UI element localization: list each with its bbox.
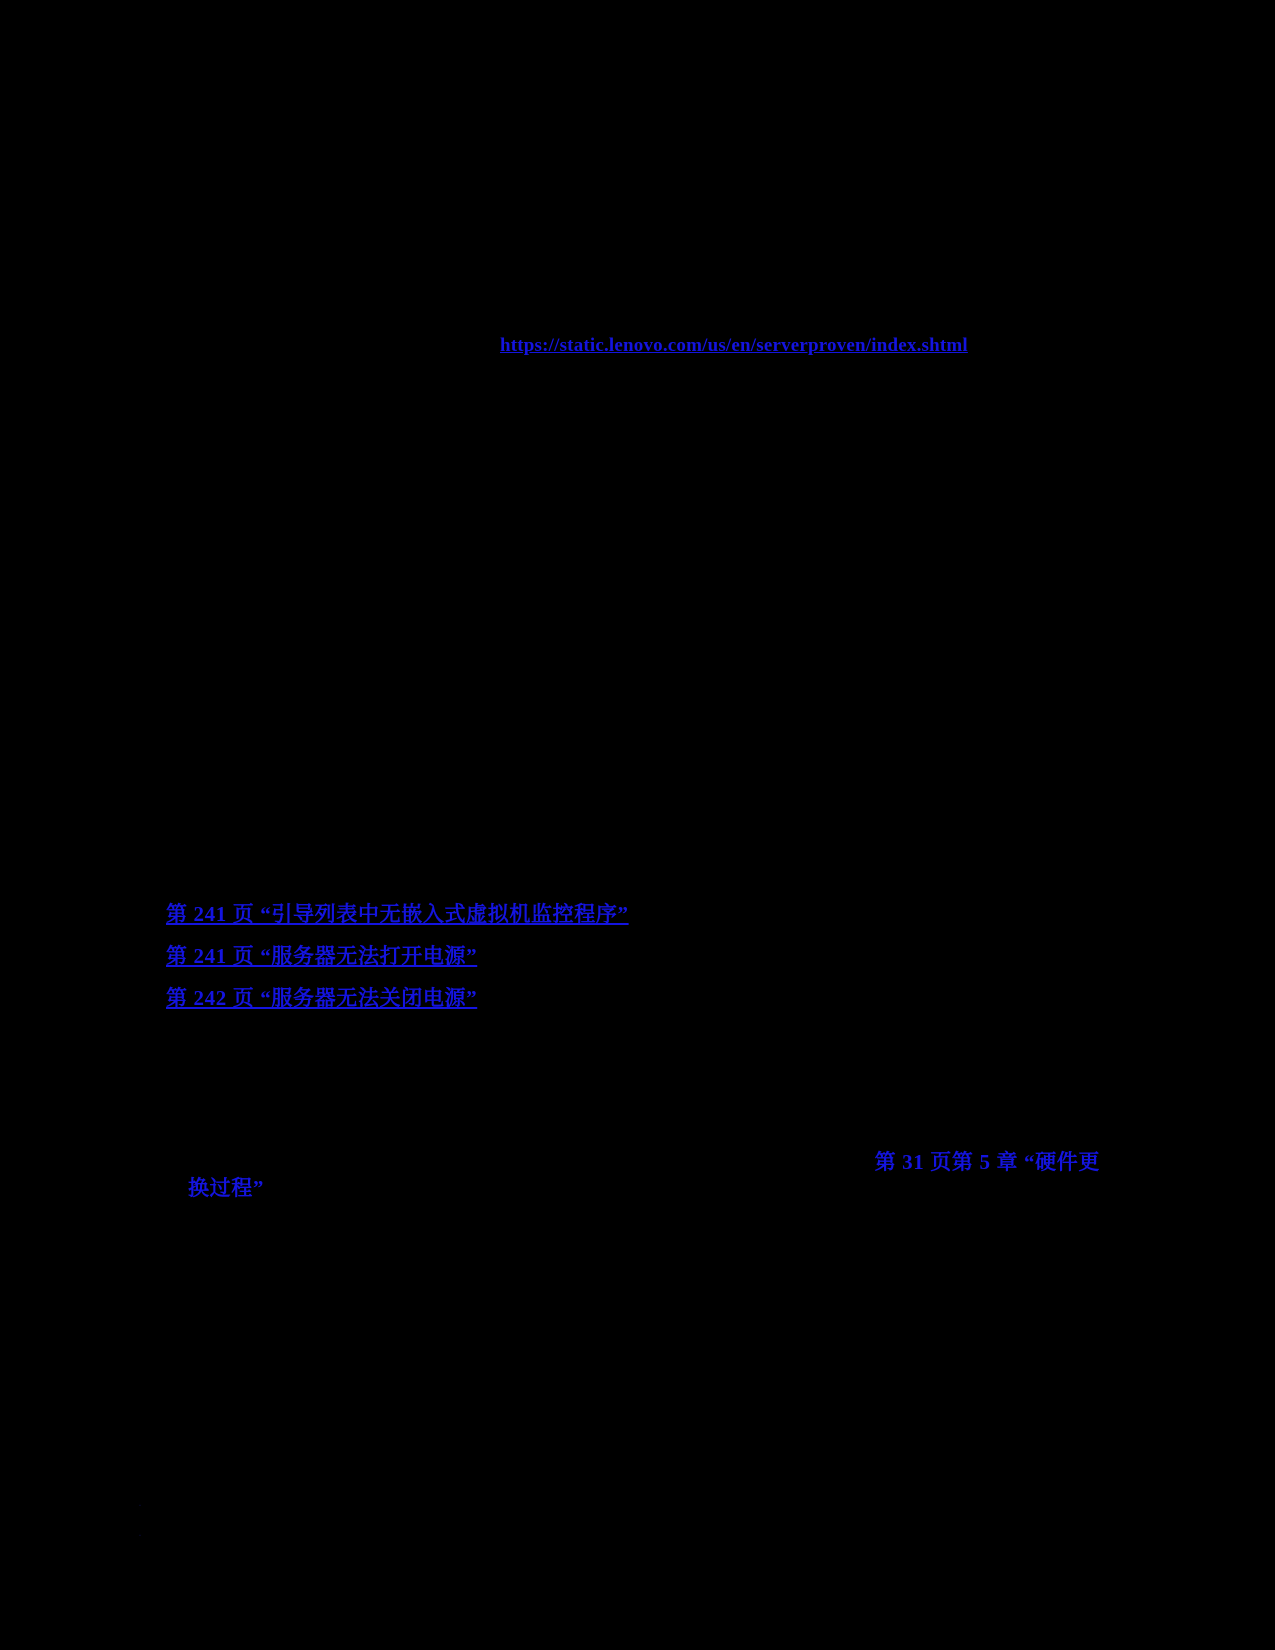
cross-reference-link-1[interactable]: 第 241 页 “引导列表中无嵌入式虚拟机监控程序” <box>166 902 629 926</box>
chapter-reference-line-1: 第 31 页第 5 章 “硬件更 <box>874 1150 1100 1174</box>
bullet-marker-2: · <box>138 1528 142 1542</box>
chapter-reference-line-2: 换过程” <box>188 1175 265 1200</box>
cross-reference-link-2[interactable]: 第 241 页 “服务器无法打开电源” <box>166 944 478 968</box>
bullet-marker-group <box>138 1490 142 1550</box>
chapter-reference-link[interactable] <box>180 1150 1100 1201</box>
cross-reference-link-3[interactable]: 第 242 页 “服务器无法关闭电源” <box>166 986 478 1010</box>
cross-reference-list <box>166 898 629 1012</box>
bullet-marker-1: · <box>138 1498 142 1512</box>
serverproven-link[interactable]: https://static.lenovo.com/us/en/serverproven/index.shtml <box>500 335 968 356</box>
